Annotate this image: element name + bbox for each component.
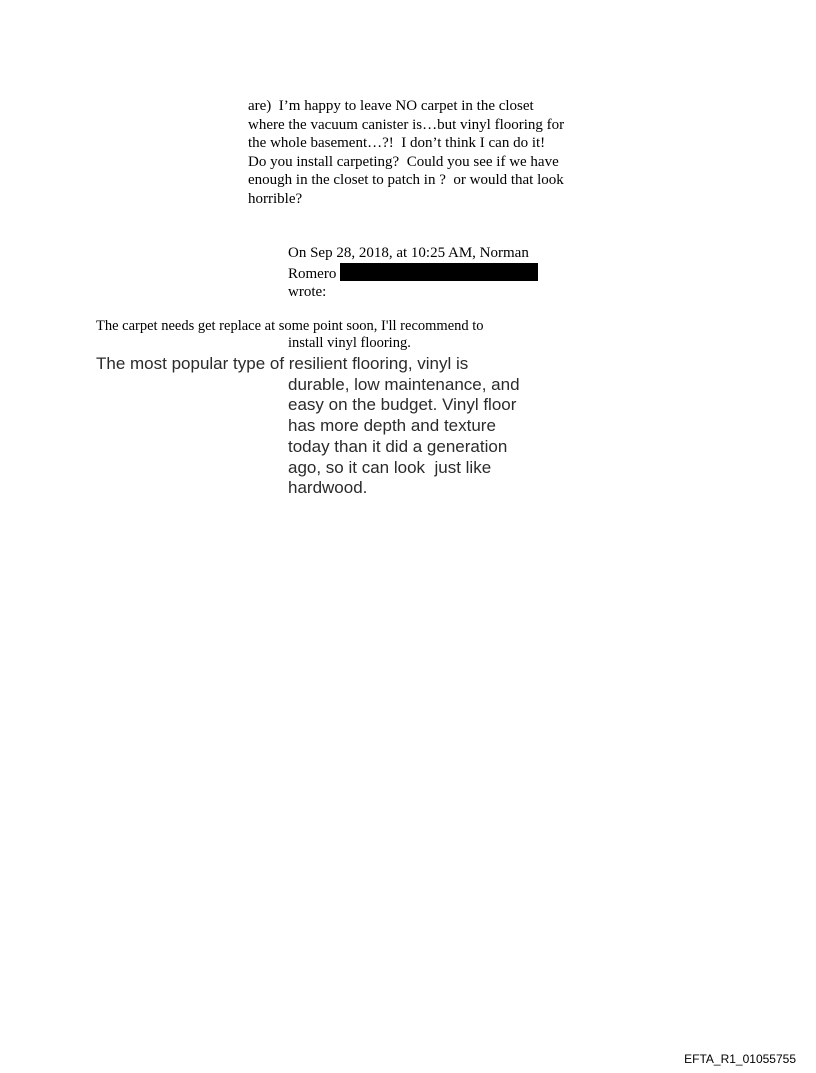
reply-line: are) I’m happy to leave NO carpet in the closet bbox=[248, 98, 534, 114]
carpet-note-line: The carpet needs get replace at some point soon, I'll recommend to bbox=[96, 318, 484, 334]
carpet-note-line: install vinyl flooring. bbox=[288, 335, 411, 351]
reply-line: the whole basement…?! I don’t think I can do it! bbox=[248, 135, 546, 152]
vinyl-info-line: hardwood. bbox=[288, 478, 368, 498]
quoted-header-date: On Sep 28, 2018, at 10:25 AM, Norman bbox=[288, 245, 529, 261]
quoted-email-header bbox=[288, 244, 588, 302]
vinyl-info-line: ago, so it can look just like bbox=[288, 457, 492, 477]
vinyl-info-line: today than it did a generation bbox=[288, 436, 508, 456]
reply-line: horrible? bbox=[248, 190, 303, 207]
reply-line: enough in the closet to patch in ? or would that look bbox=[248, 172, 564, 189]
vinyl-info-line: The most popular type of resilient flooring, vinyl is bbox=[96, 354, 469, 373]
quoted-header-wrote: wrote: bbox=[288, 284, 327, 300]
vinyl-info-line: easy on the budget. Vinyl floor bbox=[288, 395, 517, 415]
vinyl-info-line: has more depth and texture bbox=[288, 416, 496, 436]
quoted-header-sender bbox=[288, 263, 588, 284]
reply-line: where the vacuum canister is…but vinyl flooring for bbox=[248, 116, 565, 133]
redaction-bar bbox=[340, 263, 538, 281]
carpet-recommendation bbox=[96, 318, 566, 352]
reply-paragraph bbox=[248, 97, 593, 209]
vinyl-flooring-description bbox=[96, 354, 566, 499]
document-id-footer: EFTA_R1_01055755 bbox=[684, 1052, 796, 1066]
reply-line: Do you install carpeting? Could you see if we have bbox=[248, 153, 559, 170]
sender-name: Romero bbox=[288, 265, 337, 282]
vinyl-info-line: durable, low maintenance, and bbox=[288, 374, 520, 394]
